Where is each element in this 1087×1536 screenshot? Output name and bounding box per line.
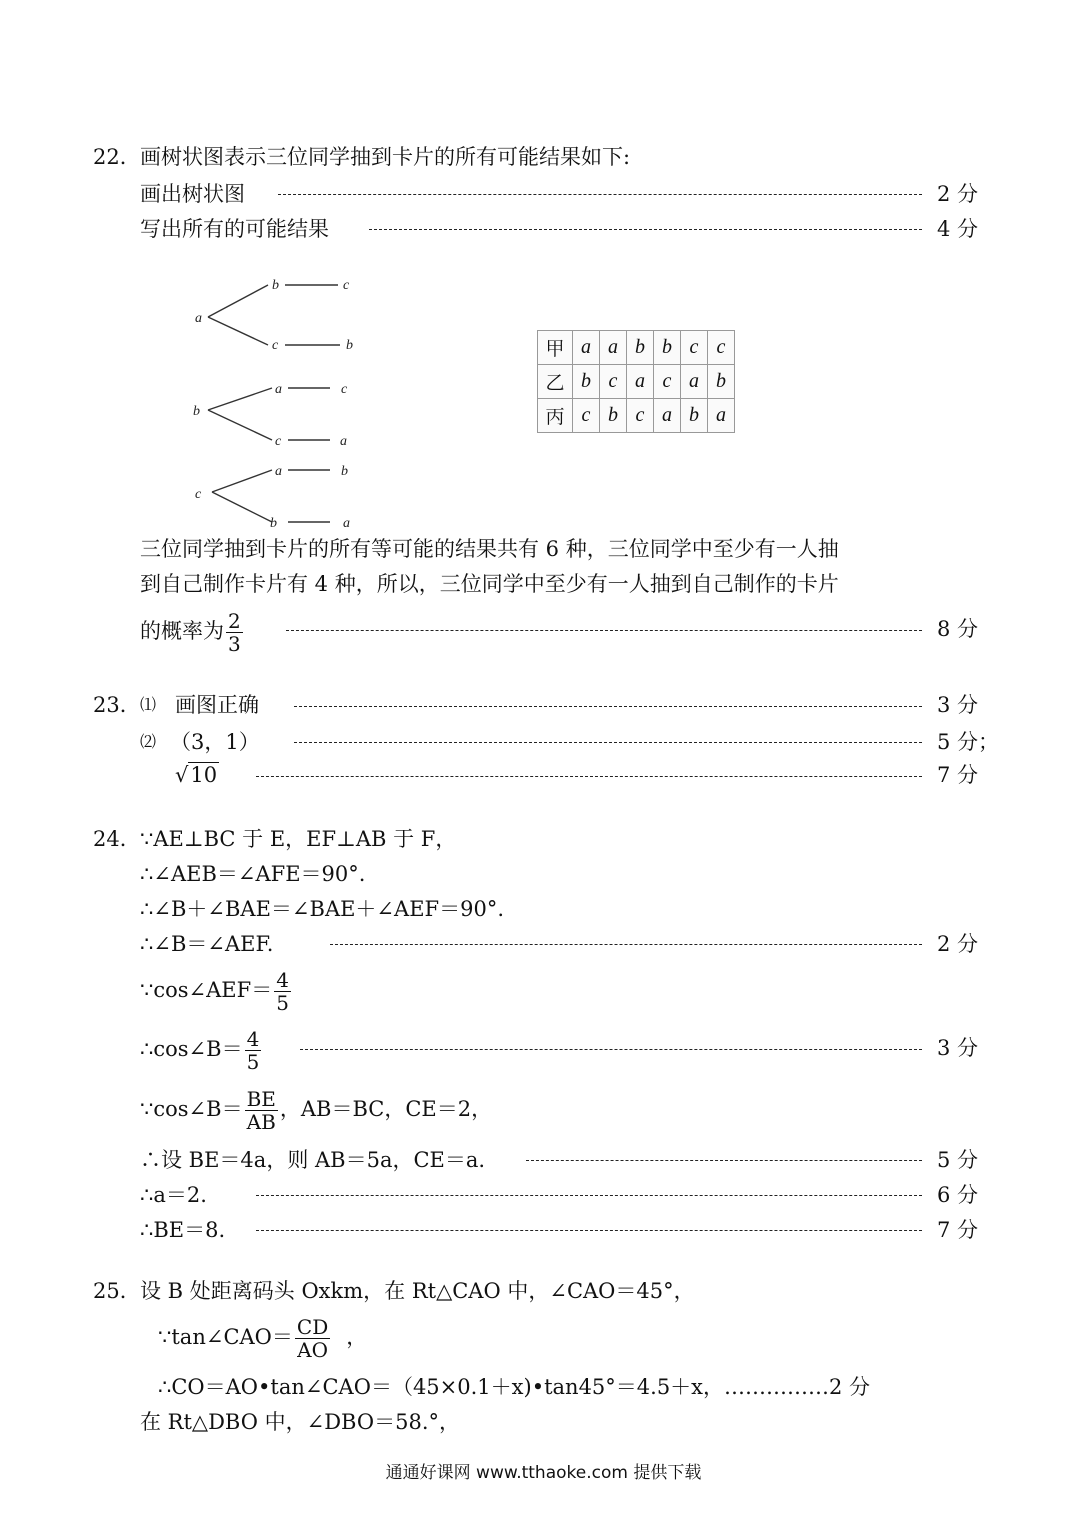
tree-node: a bbox=[275, 382, 282, 397]
table-cell: a bbox=[627, 365, 654, 399]
q24-line-6-text: ∴cos∠B＝ bbox=[140, 1037, 243, 1061]
q22-intro: 画树状图表示三位同学抽到卡片的所有可能结果如下: bbox=[140, 145, 631, 169]
tree-node: a bbox=[343, 516, 350, 531]
fraction bbox=[295, 1316, 330, 1361]
fraction-denominator: AB bbox=[246, 1110, 276, 1134]
q22-step2: 写出所有的可能结果 bbox=[140, 217, 329, 241]
q24-score-10: 7 分 bbox=[937, 1218, 979, 1242]
tree-node: a bbox=[195, 311, 202, 326]
tree-node: c bbox=[343, 278, 350, 293]
q24-line-3: ∴∠B＋∠BAE＝∠BAE＋∠AEF＝90°. bbox=[140, 897, 504, 921]
fraction-numerator: BE bbox=[246, 1087, 276, 1111]
q24-score-4: 2 分 bbox=[937, 932, 979, 956]
tree-node: c bbox=[341, 382, 348, 397]
table-cell: a bbox=[708, 399, 735, 433]
dash-leader bbox=[294, 706, 922, 707]
tree-node: b bbox=[341, 464, 348, 479]
dash-leader bbox=[300, 1049, 922, 1050]
q23-sqrt: √10 bbox=[175, 763, 218, 787]
fraction-numerator: 2 bbox=[228, 609, 241, 633]
table-cell: a bbox=[600, 331, 627, 365]
q24-line-7-text: ∵cos∠B＝ bbox=[140, 1097, 243, 1121]
q24-line-7-tail: ，AB＝BC，CE＝2， bbox=[279, 1097, 493, 1121]
tree-diagram bbox=[180, 270, 380, 535]
q24-score-9: 6 分 bbox=[937, 1183, 979, 1207]
fraction bbox=[245, 1088, 278, 1133]
fraction-denominator: 5 bbox=[246, 1050, 260, 1074]
q24-line-6 bbox=[140, 1021, 263, 1077]
fraction-denominator: 3 bbox=[228, 632, 241, 656]
fraction-denominator: 5 bbox=[276, 991, 289, 1015]
q24-line-8: ∴设 BE＝4a，则 AB＝5a，CE＝a. bbox=[140, 1148, 486, 1172]
table-row bbox=[538, 331, 735, 365]
q25-line-1: 设 B 处距离码头 Oxkm，在 Rt△CAO 中，∠CAO＝45°， bbox=[140, 1279, 695, 1303]
dash-leader bbox=[369, 229, 922, 230]
tree-node: a bbox=[275, 464, 282, 479]
q22-conclusion-1: 三位同学抽到卡片的所有等可能的结果共有 6 种，三位同学中至少有一人抽 bbox=[140, 537, 839, 561]
table-cell: b bbox=[600, 399, 627, 433]
dash-leader bbox=[330, 944, 922, 945]
dash-leader bbox=[278, 194, 922, 195]
prob-fraction bbox=[226, 610, 243, 655]
q25-line-2-tail: ， bbox=[346, 1325, 368, 1349]
tree-node: a bbox=[340, 434, 347, 449]
fraction-numerator: CD bbox=[296, 1315, 329, 1339]
table-cell: b bbox=[573, 365, 600, 399]
fraction-numerator: 4 bbox=[246, 1027, 260, 1051]
table-cell: c bbox=[654, 365, 681, 399]
q22-prob-label: 的概率为 bbox=[140, 619, 224, 643]
table-cell: b bbox=[654, 331, 681, 365]
q24-line-2: ∴∠AEB＝∠AFE＝90°. bbox=[140, 862, 366, 886]
q25-number: 25． bbox=[93, 1279, 141, 1303]
q23-part1-mark: ⑴ bbox=[140, 695, 157, 714]
footer-watermark: 通通好课网 www.tthaoke.com 提供下载 bbox=[385, 1463, 702, 1483]
q24-score-6: 3 分 bbox=[937, 1036, 979, 1060]
q22-number: 22． bbox=[93, 145, 141, 169]
tree-node: b bbox=[270, 516, 277, 531]
q22-step1: 画出树状图 bbox=[140, 182, 245, 206]
table-cell: c bbox=[681, 331, 708, 365]
q24-score-8: 5 分 bbox=[937, 1148, 979, 1172]
dash-leader bbox=[256, 1195, 922, 1196]
row-head: 乙 bbox=[538, 365, 573, 399]
fraction-denominator: AO bbox=[297, 1338, 328, 1362]
table-cell: c bbox=[708, 331, 735, 365]
table-row bbox=[538, 399, 735, 433]
table-cell: c bbox=[627, 399, 654, 433]
dash-leader bbox=[256, 1230, 922, 1231]
q25-line-2-text: ∵tan∠CAO＝ bbox=[158, 1325, 293, 1349]
tree-node: b bbox=[346, 338, 353, 353]
q22-score3: 8 分 bbox=[937, 617, 979, 641]
tree-node: b bbox=[272, 278, 279, 293]
q25-line-3: ∴CO＝AO•tan∠CAO＝（45×0.1＋x)•tan45°＝4.5＋x，……………2 分 bbox=[158, 1375, 871, 1399]
q24-line-5-text: ∵cos∠AEF＝ bbox=[140, 978, 273, 1002]
q22-score1: 2 分 bbox=[937, 182, 979, 206]
table-cell: c bbox=[573, 399, 600, 433]
q23-part2-text: （3，1） bbox=[170, 730, 260, 754]
tree-node: c bbox=[275, 434, 282, 449]
q23-score1: 3 分 bbox=[937, 693, 979, 717]
table-cell: b bbox=[681, 399, 708, 433]
q22-score2: 4 分 bbox=[937, 217, 979, 241]
row-head: 甲 bbox=[538, 331, 573, 365]
table-cell: a bbox=[654, 399, 681, 433]
sqrt-radicand: 10 bbox=[190, 763, 218, 787]
dash-leader bbox=[294, 742, 922, 743]
q24-line-9: ∴a＝2. bbox=[140, 1183, 207, 1207]
tree-node: c bbox=[195, 487, 202, 502]
table-cell: a bbox=[573, 331, 600, 365]
q22-conclusion-2: 到自己制作卡片有 4 种，所以，三位同学中至少有一人抽到自己制作的卡片 bbox=[140, 572, 839, 596]
q24-line-7 bbox=[140, 1081, 492, 1137]
dash-leader bbox=[526, 1160, 922, 1161]
q24-line-10: ∴BE＝8. bbox=[140, 1218, 226, 1242]
q23-score2: 5 分； bbox=[937, 730, 1000, 754]
q23-part2-mark: ⑵ bbox=[140, 732, 157, 751]
table-cell: b bbox=[708, 365, 735, 399]
q25-line-2 bbox=[158, 1309, 367, 1365]
dash-leader bbox=[286, 630, 922, 631]
row-head: 丙 bbox=[538, 399, 573, 433]
table-cell: b bbox=[627, 331, 654, 365]
q25-line-4: 在 Rt△DBO 中，∠DBO＝58.°， bbox=[140, 1410, 460, 1434]
q24-line-4: ∴∠B＝∠AEF. bbox=[140, 932, 274, 956]
outcome-table bbox=[537, 330, 735, 433]
q23-score3: 7 分 bbox=[937, 763, 979, 787]
q23-number: 23． bbox=[93, 693, 141, 717]
fraction bbox=[245, 1028, 262, 1073]
q22-conclusion-3 bbox=[140, 603, 245, 659]
table-cell: c bbox=[600, 365, 627, 399]
q24-line-1: ∵AE⊥BC 于 E，EF⊥AB 于 F， bbox=[140, 827, 457, 851]
q24-line-5 bbox=[140, 962, 293, 1018]
tree-node: b bbox=[193, 404, 200, 419]
table-cell: a bbox=[681, 365, 708, 399]
table-row bbox=[538, 365, 735, 399]
fraction-numerator: 4 bbox=[276, 968, 289, 992]
fraction bbox=[274, 969, 291, 1014]
q23-part1-text: 画图正确 bbox=[175, 693, 259, 717]
tree-node: c bbox=[272, 338, 279, 353]
dash-leader bbox=[256, 776, 922, 777]
q24-number: 24． bbox=[93, 827, 141, 851]
